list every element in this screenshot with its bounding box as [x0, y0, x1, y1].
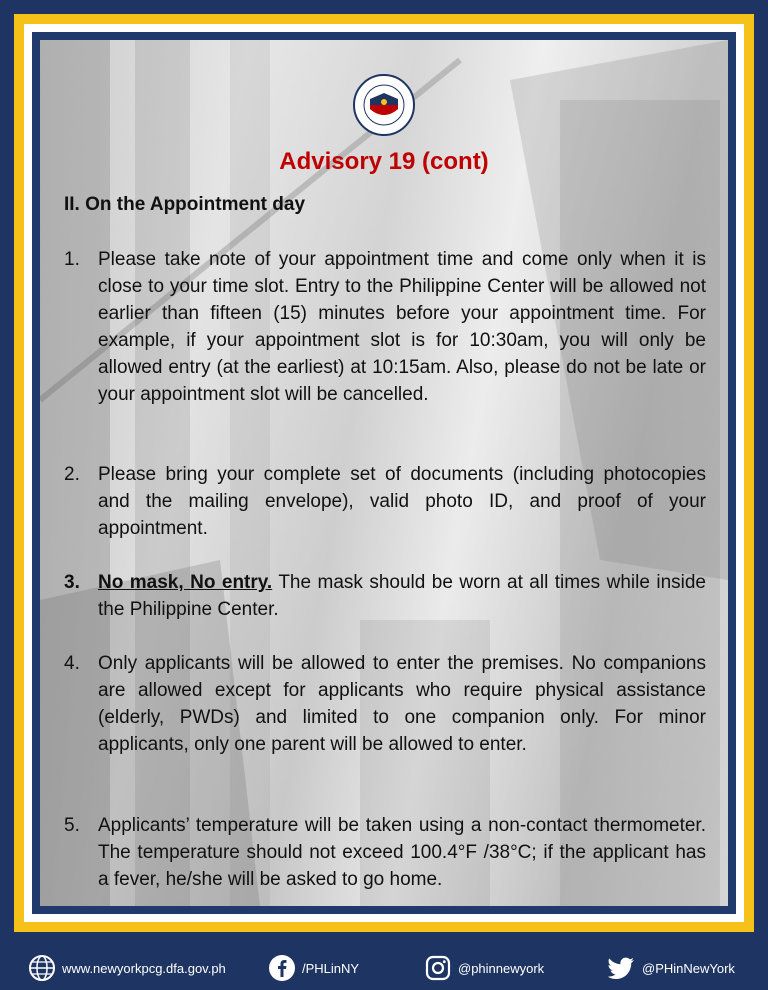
footer-bar: [0, 946, 768, 990]
section-heading: II. On the Appointment day: [64, 194, 306, 215]
facebook-label: /PHLinNY: [302, 960, 360, 976]
instagram-label: @phinnewyork: [458, 960, 545, 976]
twitter-icon: [606, 954, 636, 982]
item-text: Applicants’ temperature will be taken using a non-contact thermometer. The temperature should not exceed 100.4°F /38°C; if the applicant has a fever, he/she will be asked to go home.: [98, 815, 706, 890]
item-number: 2.: [64, 464, 80, 485]
list-item: [64, 650, 706, 758]
website-label: www.newyorkpcg.dfa.gov.ph: [62, 960, 226, 976]
list-item: [64, 569, 706, 623]
footer-instagram[interactable]: [424, 954, 544, 982]
footer-website[interactable]: [28, 954, 226, 982]
item-number: 5.: [64, 815, 80, 836]
list-item: [64, 812, 706, 893]
footer-facebook[interactable]: [268, 954, 359, 982]
advisory-title: Advisory 19 (cont): [279, 148, 489, 175]
item-text: [98, 569, 706, 623]
list-item: [64, 246, 706, 408]
instagram-icon: [424, 954, 452, 982]
advisory-panel: [40, 40, 728, 906]
consulate-seal: [352, 73, 416, 137]
item-number: 3.: [64, 572, 80, 593]
facebook-icon: [268, 954, 296, 982]
item-text: Please bring your complete set of documents (including photocopies and the mailing envelope), valid photo ID, and proof of your appointment.: [98, 464, 706, 539]
twitter-label: @PHinNewYork: [642, 960, 735, 976]
no-mask-emphasis: No mask, No entry.: [98, 572, 273, 593]
footer-twitter[interactable]: [606, 954, 735, 982]
globe-icon: [28, 954, 56, 982]
item-text: Only applicants will be allowed to enter the premises. No companions are allowed except for applicants who require physical assistance (elderly, PWDs) and limited to one companion only. For minor applicants, only one parent will be allowed to enter.: [98, 653, 706, 755]
list-item: [64, 461, 706, 542]
item-number: 1.: [64, 249, 80, 270]
item-text-rest: The mask should be worn at all times while inside the Philippine Center.: [98, 572, 706, 620]
item-number: 4.: [64, 653, 80, 674]
item-text: Please take note of your appointment time and come only when it is close to your time slot. Entry to the Philippine Center will be allowed not earlier than fifteen (15) minutes before your appointment time. For example, if your appointment slot is for 10:30am, you will only be allowed entry (at the earliest) at 10:15am. Also, please do not be late or your appointment slot will be cancelled.: [98, 249, 706, 405]
